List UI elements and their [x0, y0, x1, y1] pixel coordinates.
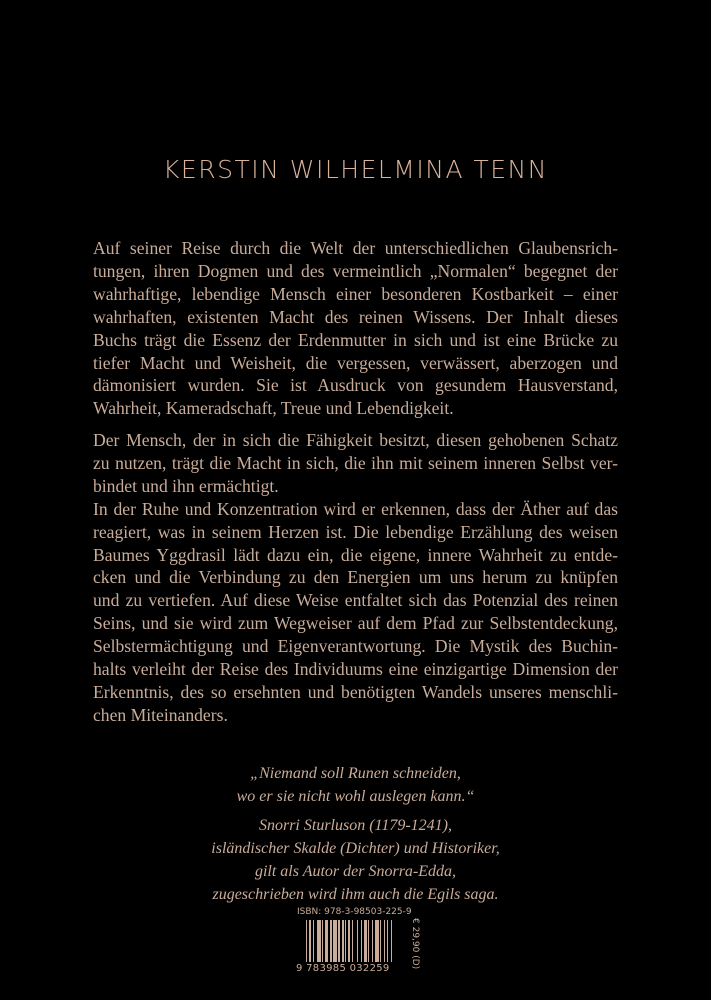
text-line: Wahrheit, Kameradschaft, Treue und Lebendigkeit. [93, 398, 454, 419]
text-line: reagiert, was in seinem Herzen ist. Die lebendige Erzählung des weisen [93, 521, 618, 542]
text-line: Selbstermächtigung und Eigenverantwortung. Die Mystik des Buchin- [93, 636, 618, 657]
blurb-paragraph-1 [93, 237, 618, 420]
attribution-line: Snorri Sturluson (1179-1241), [258, 817, 453, 834]
blurb-paragraph-2 [93, 429, 618, 727]
quote-line: „Niemand soll Runen schneiden, [250, 765, 461, 782]
text-line: Erkenntnis, des so ersehnten und benötigten Wandels unseres menschli- [93, 681, 618, 702]
text-line: Auf seiner Reise durch die Welt der unterschiedlichen Glaubensrich- [93, 238, 618, 258]
text-line: dämonisiert wurden. Sie ist Ausdruck von gesundem Hausverstand, [93, 375, 618, 396]
isbn-label: ISBN: 978-3-98503-225-9 [297, 907, 412, 917]
attribution-line: gilt als Autor der Snorra-Edda, [254, 863, 457, 880]
text-line: Der Mensch, der in sich die Fähigkeit besitzt, diesen gehobenen Schatz [93, 430, 618, 450]
text-line: chen Miteinanders. [93, 704, 228, 725]
text-line: bindet und ihn ermächtigt. [93, 475, 279, 496]
text-line: cken und die Verbindung zu den Energien um uns herum zu knüpfen [93, 567, 618, 588]
text-line: Buchs trägt die Essenz der Erdenmutter in sich und ist eine Brücke zu [93, 329, 618, 350]
rune-quote [0, 762, 711, 808]
barcode-digits: 9 783985 032259 [296, 963, 390, 974]
text-line: zu nutzen, trägt die Macht in sich, die ihn mit seinem inneren Selbst ver- [93, 452, 618, 473]
quote-attribution [0, 814, 711, 906]
attribution-line: zugeschrieben wird ihm auch die Egils saga. [212, 886, 499, 903]
text-line: wahrhaften, existenten Macht des reinen Wissens. Der Inhalt dieses [93, 306, 618, 327]
price-label: € 29,90 (D) [410, 918, 420, 970]
text-line: In der Ruhe und Konzentration wird er erkennen, dass der Äther auf das [93, 498, 618, 519]
text-line: tiefer Macht und Weisheit, die vergessen, verwässert, aberzogen und [93, 352, 618, 373]
text-line: und zu vertiefen. Auf diese Weise entfaltet sich das Potenzial des reinen [93, 590, 618, 611]
text-line: halts verleiht der Reise des Individuums eine einzigartige Dimension der [93, 659, 618, 680]
attribution-line: isländischer Skalde (Dichter) und Historiker, [211, 840, 500, 857]
barcode [306, 920, 393, 962]
text-line: Seins, und sie wird zum Wegweiser auf dem Pfad zur Selbstentdeckung, [93, 613, 618, 634]
barcode-bar [392, 920, 393, 962]
author-name: KERSTIN WILHELMINA TENN [163, 155, 548, 184]
quote-line: wo er sie nicht wohl auslegen kann.“ [236, 788, 475, 805]
text-line: tungen, ihren Dogmen und des vermeintlich „Normalen“ begegnet der [93, 260, 618, 281]
text-line: wahrhaftige, lebendige Mensch einer besonderen Kostbarkeit – einer [93, 283, 618, 304]
text-line: Baumes Yggdrasil lädt dazu ein, die eigene, innere Wahrheit zu entde- [93, 544, 618, 565]
